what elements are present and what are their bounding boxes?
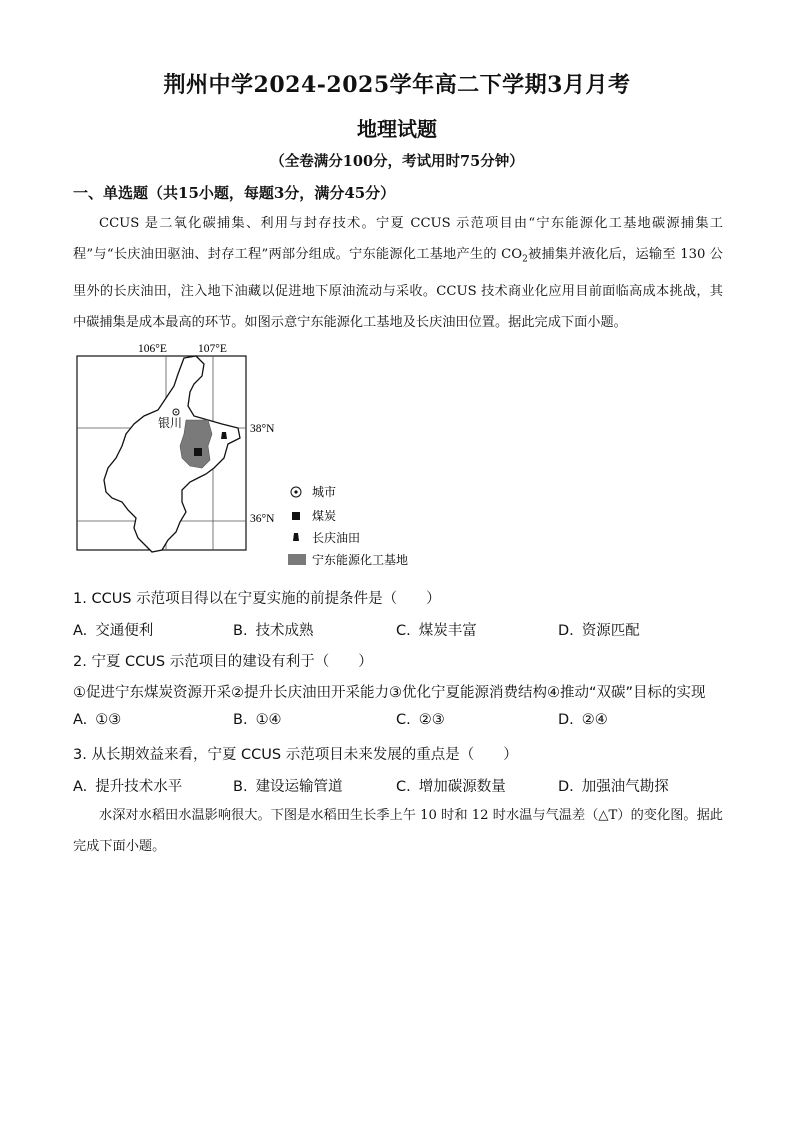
passage-1-part1: CCUS 是二氧化碳捕集、利用与封存技术。宁夏 CCUS 示范项目由“宁东能源化工基地碳源捕集工程”与“长庆油田驱油、封存工程”两部分组成。宁东能源化工基地产生的 CO xyxy=(73,216,723,262)
q2-option-a[interactable]: A. ①③ xyxy=(73,712,122,728)
q3-option-c[interactable]: C. 增加碳源数量 xyxy=(396,779,506,795)
map-legend xyxy=(288,485,408,567)
lat-label-36: 36°N xyxy=(250,513,275,525)
question-2-stem: 2. 宁夏 CCUS 示范项目的建设有利于（ ） xyxy=(73,654,373,670)
q1-option-b[interactable]: B. 技术成熟 xyxy=(233,623,314,639)
city-label-yinchuan: 银川 xyxy=(158,416,183,430)
q2-option-b[interactable]: B. ①④ xyxy=(233,712,282,728)
legend-oilfield-icon xyxy=(293,533,299,541)
legend-oilfield-label: 长庆油田 xyxy=(312,531,361,545)
passage-1 xyxy=(73,208,723,338)
subject-title: 地理试题 xyxy=(357,117,437,141)
legend-base-area-icon xyxy=(288,554,306,565)
legend-coal-icon xyxy=(292,512,300,520)
ningxia-outline xyxy=(104,356,240,552)
coal-icon xyxy=(194,448,202,456)
legend-coal-label: 煤炭 xyxy=(312,509,337,523)
q1-option-d[interactable]: D. 资源匹配 xyxy=(558,623,640,639)
q3-option-b[interactable]: B. 建设运输管道 xyxy=(233,779,343,795)
question-2-statements: ①促进宁东煤炭资源开采②提升长庆油田开采能力③优化宁夏能源消费结构④推动“双碳”目标的实现 xyxy=(73,685,706,701)
map-figure xyxy=(76,340,416,580)
lat-label-38: 38°N xyxy=(250,423,275,435)
exam-note: （全卷满分100分，考试用时75分钟） xyxy=(270,153,524,170)
q1-option-a[interactable]: A. 交通便利 xyxy=(73,623,154,639)
passage-1-part2: 被捕集并液化后，运输至 130 公里外的长庆油田，注入地下油藏以促进地下原油流动与采收。CCUS 技术商业化应用目前面临高成本挑战，其中碳捕集是成本最高的环节。如图示意宁东能源化工基地及长庆油田位置。据此完成下面小题。 xyxy=(73,247,723,330)
passage-2: 水深对水稻田水温影响很大。下图是水稻田生长季上午 10 时和 12 时水温与气温差（△T）的变化图。据此完成下面小题。 xyxy=(73,808,723,854)
lon-label-106: 106°E xyxy=(138,343,167,355)
legend-base-label: 宁东能源化工基地 xyxy=(312,553,409,567)
q2-option-d[interactable]: D. ②④ xyxy=(558,712,608,728)
passage-1-subscript: 2 xyxy=(522,254,528,265)
legend-city-label: 城市 xyxy=(312,485,337,499)
question-1-stem: 1. CCUS 示范项目得以在宁夏实施的前提条件是（ ） xyxy=(73,591,441,607)
q3-option-d[interactable]: D. 加强油气勘探 xyxy=(558,779,669,795)
q1-option-c[interactable]: C. 煤炭丰富 xyxy=(396,623,477,639)
oilfield-icon xyxy=(221,432,227,439)
lon-label-107: 107°E xyxy=(198,343,227,355)
ningdong-base-area xyxy=(180,420,212,468)
map-svg xyxy=(76,340,416,580)
question-3-stem: 3. 从长期效益来看，宁夏 CCUS 示范项目未来发展的重点是（ ） xyxy=(73,747,518,763)
exam-title: 荆州中学2024-2025学年高二下学期3月月考 xyxy=(163,72,631,98)
q3-option-a[interactable]: A. 提升技术水平 xyxy=(73,779,183,795)
section-heading: 一、单选题（共15小题，每题3分，满分45分） xyxy=(73,184,396,202)
q2-option-c[interactable]: C. ②③ xyxy=(396,712,445,728)
